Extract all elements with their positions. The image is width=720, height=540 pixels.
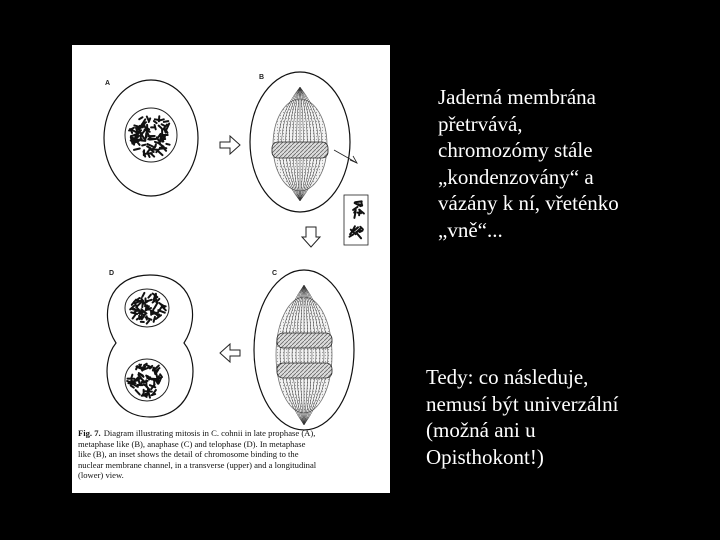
panel-d <box>107 270 193 417</box>
chromosome <box>131 375 132 379</box>
chromosome <box>159 119 164 120</box>
mitosis-diagram <box>72 45 390 493</box>
figure-caption <box>78 428 384 481</box>
chromosome <box>146 306 147 310</box>
chromosome <box>134 149 140 150</box>
chromosome <box>154 121 157 123</box>
chromosome <box>141 316 142 319</box>
chromosome <box>142 145 145 146</box>
chromosome <box>134 125 139 126</box>
chromosome-set-c-lower <box>277 363 332 378</box>
chromosome <box>152 313 157 314</box>
text-1-line-1: Jaderná membrána <box>438 85 597 109</box>
caption-line-4: nuclear membrane channel, in a transverse (upper) and a longitudinal <box>78 459 317 470</box>
chromosome <box>141 140 146 141</box>
chromosome <box>136 366 137 369</box>
chromosome <box>155 125 156 129</box>
chromosome <box>159 126 162 129</box>
chromosome <box>162 124 165 126</box>
panel-a <box>104 80 198 196</box>
chromosome <box>158 310 165 313</box>
chromosomes-d-upper <box>130 293 166 324</box>
chromosome <box>131 130 133 133</box>
chromosome <box>154 303 157 309</box>
text-2-line-4: Opisthokont!) <box>426 444 544 469</box>
text-1-line-4: „kondenzovány“ a <box>438 164 594 189</box>
caption-line-1: Diagram illustrating mitosis in C. cohnii in late prophase (A), <box>103 428 316 438</box>
chromosome <box>131 386 134 388</box>
panel-label-c: C <box>272 270 278 277</box>
chromosome <box>155 144 156 147</box>
chromosome <box>139 380 140 384</box>
chromosome <box>143 128 147 133</box>
caption-lead: Fig. 7. <box>78 428 101 438</box>
caption-line-3: like (B), an inset shows the detail of chromosome binding to the <box>78 449 299 460</box>
chromosome <box>162 306 166 307</box>
panel-b <box>250 72 357 212</box>
chromosome <box>142 301 143 308</box>
chromosome <box>160 136 161 141</box>
chromosome <box>133 314 137 319</box>
chromosome <box>147 321 150 324</box>
chromosome <box>159 141 160 144</box>
chromosome <box>142 293 144 297</box>
chromosome <box>160 148 165 149</box>
panel-label-b: B <box>259 74 265 81</box>
chromosome <box>129 382 134 383</box>
text-1-line-6: „vně“... <box>438 217 503 242</box>
chromosome <box>154 317 155 322</box>
chromosome <box>141 125 145 126</box>
chromosome <box>148 154 149 157</box>
text-2-line-3: (možná ani u <box>426 418 536 442</box>
chromosome <box>136 128 137 131</box>
panel-c <box>254 270 354 430</box>
text-1-line-3: chromozómy stále <box>438 138 593 162</box>
inset-detail <box>344 195 368 245</box>
text-1-line-5: vázány k ní, vřeténko <box>438 191 619 215</box>
caption-line-5: (lower) view. <box>78 470 124 481</box>
chromosome <box>149 118 151 122</box>
chromosome <box>164 121 169 122</box>
text-block-2 <box>426 364 706 470</box>
chromosome <box>148 295 151 298</box>
chromosome <box>147 117 149 121</box>
chromosome <box>145 134 146 141</box>
chromosome <box>146 317 149 318</box>
arrow-a-to-b <box>220 136 240 154</box>
chromosome <box>136 390 140 394</box>
chromosome-set-c-upper <box>277 333 332 348</box>
chromosomes-d-lower <box>127 364 162 398</box>
chromosome <box>144 364 147 366</box>
text-2-line-1: Tedy: co následuje, <box>426 365 589 389</box>
chromosome <box>358 213 361 214</box>
chromosome <box>139 117 142 119</box>
chromosome <box>360 231 363 232</box>
chromosome <box>147 150 149 153</box>
chromosome <box>159 152 163 155</box>
chromosome <box>354 212 355 218</box>
text-2-line-2: nemusí být univerzální <box>426 391 619 416</box>
metaphase-plate-b <box>272 142 328 158</box>
chromosome <box>166 144 169 145</box>
text-1-line-2: přetrvává, <box>438 111 523 136</box>
chromosome <box>142 367 145 368</box>
arrow-b-to-c <box>302 227 320 247</box>
mitosis-figure <box>72 45 390 493</box>
panel-label-d: D <box>109 270 115 277</box>
chromosomes-a <box>129 116 170 157</box>
text-block-1 <box>438 84 698 243</box>
caption-line-2: metaphase like (B), anaphase (C) and telophase (D). In metaphase <box>78 438 306 449</box>
panel-label-a: A <box>105 80 111 87</box>
chromosome <box>128 383 134 384</box>
arrow-c-to-d <box>220 344 240 362</box>
chromosome <box>147 377 150 378</box>
